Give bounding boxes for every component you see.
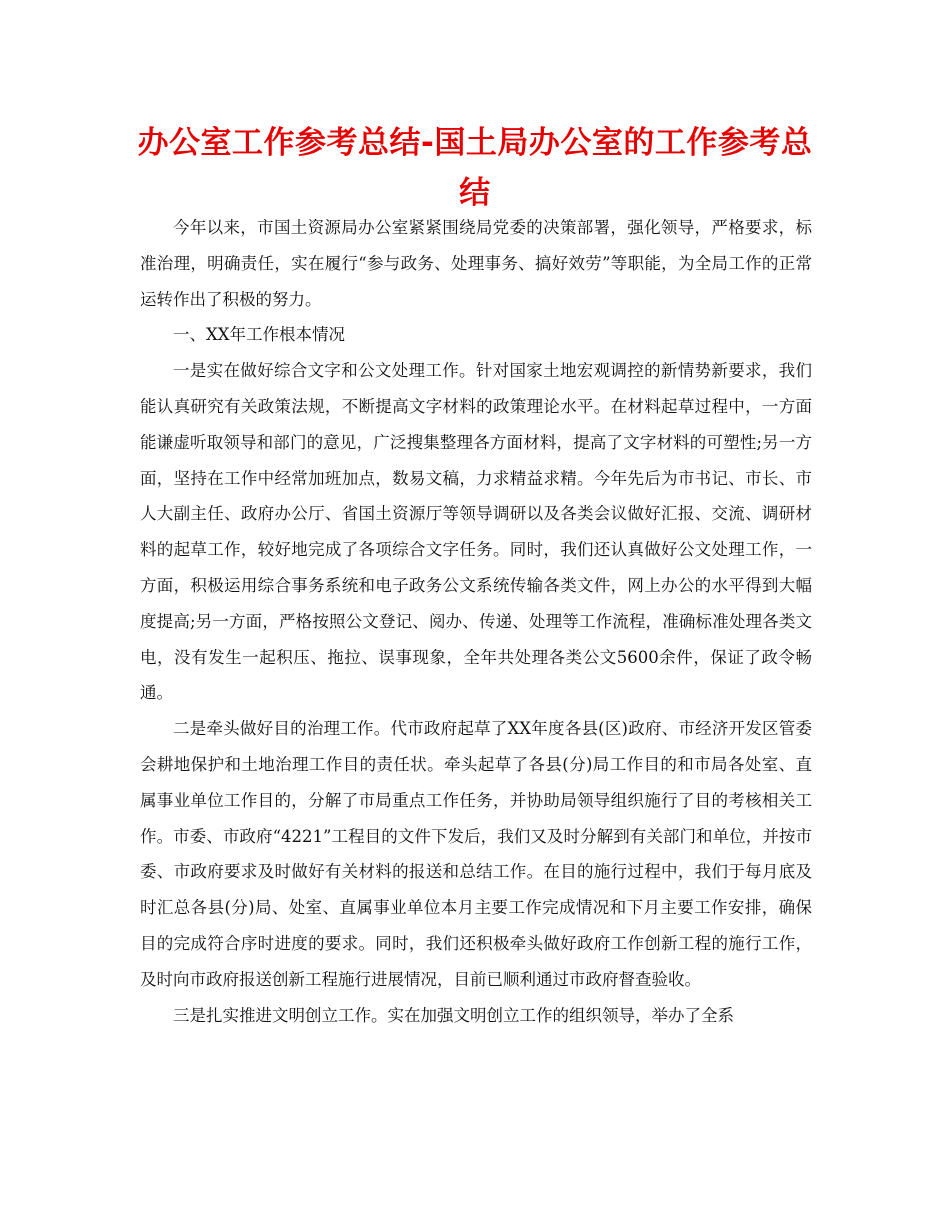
body-paragraph-1: 一是实在做好综合文字和公文处理工作。针对国家土地宏观调控的新情势新要求，我们能认真研究有关政策法规，不断提高文字材料的政策理论水平。在材料起草过程中，一方面能谦虚听取领导和部门的意见，广泛搜集整理各方面材料，提高了文字材料的可塑性;另一方面，坚持在工作中经常加班加点，数易文稿，力求精益求精。今年先后为市书记、市长、市人大副主任、政府办公厅、省国土资源厅等领导调研以及各类会议做好汇报、交流、调研材料的起草工作，较好地完成了各项综合文字任务。同时，我们还认真做好公文处理工作，一方面，积极运用综合事务系统和电子政务公文系统传输各类文件，网上办公的水平得到大幅度提高;另一方面，严格按照公文登记、阅办、传递、处理等工作流程，准确标准处理各类文电，没有发生一起积压、拖拉、误事现象，全年共处理各类公文5600余件，保证了政令畅通。: [140, 361, 812, 703]
section-heading: 一、XX年工作根本情况: [173, 325, 345, 345]
document-title: 办公室工作参考总结-国土局办公室的工作参考总结: [137, 125, 813, 211]
intro-paragraph: 今年以来，市国土资源局办公室紧紧围绕局党委的决策部署，强化领导，严格要求，标准治理，明确责任，实在履行“参与政务、处理事务、搞好效劳”等职能，为全局工作的正常运转作出了积极的努力。: [140, 218, 812, 309]
body-paragraph-2: 二是牵头做好目的治理工作。代市政府起草了XX年度各县(区)政府、市经济开发区管委会耕地保护和土地治理工作目的责任状。牵头起草了各县(分)局工作目的和市局各处室、直属事业单位工作目的，分解了市局重点工作任务，并协助局领导组织施行了目的考核相关工作。市委、市政府“4221”工程目的文件下发后，我们又及时分解到有关部门和单位，并按市委、市政府要求及时做好有关材料的报送和总结工作。在目的施行过程中，我们于每月底及时汇总各县(分)局、处室、直属事业单位本月主要工作完成情况和下月主要工作安排，确保目的完成符合序时进度的要求。同时，我们还积极牵头做好政府工作创新工程的施行工作，及时向市政府报送创新工程施行进展情况，目前已顺利通过市政府督查验收。: [140, 719, 812, 989]
body-paragraph-3: 三是扎实推进文明创立工作。实在加强文明创立工作的组织领导，举办了全系: [173, 1005, 734, 1025]
document-body: [140, 210, 812, 1033]
